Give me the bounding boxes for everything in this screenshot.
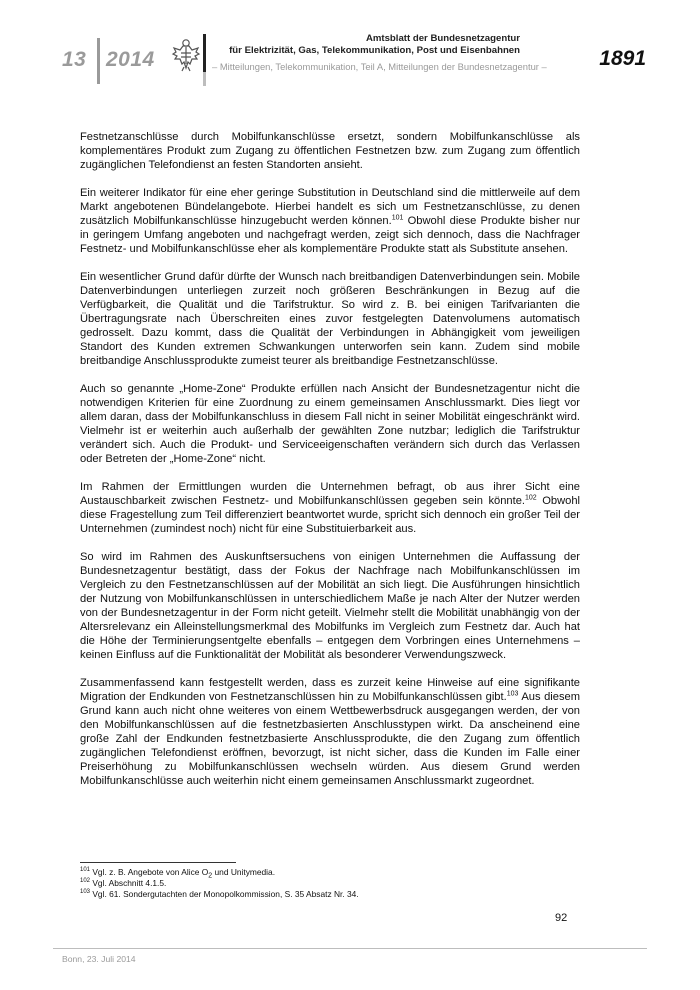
paragraph: Im Rahmen der Ermittlungen wurden die Unternehmen befragt, ob aus ihrer Sicht eine Austauschbarkeit zwischen Festnetz- und Mobilfunkanschlüssen gegeben sein könnte.$^{102}$ Obwohl diese Fragestellung zum Teil differenziert beantwortet wurde, spricht sich dennoch ein großer Teil der Unternehmen (zumindest noch) nicht für eine Substituierbarkeit aus.: [80, 481, 580, 535]
paragraph: Ein weiterer Indikator für eine eher geringe Substitution in Deutschland sind die mittlerweile auf dem Markt angebotenen Bündelangebote. Hierbei handelt es sich um Festnetzanschlüsse, zu denen zusätzlich Mobilfunkanschlüsse hinzugebucht werden können.$^{101}$ Obwohl diese Produkte bisher nur in geringem Umfang angeboten und nachgefragt werden, zeigt sich dennoch, dass die Nachfrager Festnetz- und Mobilfunkanschlüsse eher als komplementäre Produkte statt als Substitute ansehen.: [80, 187, 580, 255]
footnote-reference[interactable]: 103: [506, 690, 519, 698]
footer-separator: [53, 948, 647, 949]
footnote-separator: [80, 862, 236, 863]
footnote: $^{101}$ Vgl. z. B. Angebote von Alice $O_2$ und Unitymedia.: [80, 867, 276, 880]
paragraph: Auch so genannte „Home-Zone“ Produkte erfüllen nach Ansicht der Bundesnetzagentur nicht die notwendigen Kriterien für eine Zuordnung zu einem gemeinsamen Anschlussmarkt. Dies liegt vor allem daran, dass der Mobilfunkanschluss in diesem Fall nicht in seiner Mobilität eingeschränkt wird. Vielmehr ist er weiterhin auch außerhalb der gewählten Zone nutzbar; lediglich die Tarifstruktur verändert sich. Auch die Produkt- und Serviceeigenschaften verändern sich durch das Verlassen oder Betreten der „Home-Zone“ nicht.: [80, 383, 580, 465]
footnote-reference[interactable]: 101: [391, 214, 404, 222]
paragraph: Ein wesentlicher Grund dafür dürfte der Wunsch nach breitbandigen Datenverbindungen sein. Mobile Datenverbindungen unterliegen zurzeit noch größeren Beschränkungen in Bezug auf die Verfügbarkeit, die Qualität und die Tarifstruktur. So wird z. B. bei einigen Tarifvarianten die Übertragungsrate nach Überschreiten eines zuvor festgelegten Datenvolumens automatisch gedrosselt. Dazu kommt, dass die Qualität der Verbindungen in Abhängigkeit vom jeweiligen Standort des Kunden extremen Schwankungen unterworfen sein kann. Zudem sind mobile breitbandige Anschlussprodukte zumeist teurer als breitbandige Festnetzanschlüsse.: [80, 271, 580, 367]
gazette-title: Amtsblatt der Bundesnetzagentur: [365, 33, 520, 44]
header-divider-bar-lower: [203, 72, 206, 86]
gazette-page-number: 1891: [599, 47, 646, 70]
footer-place-date: Bonn, 23. Juli 2014: [62, 954, 136, 964]
footnote: $^{103}$ Vgl. 61. Sondergutachten der Monopolkommission, S. 35 Absatz Nr. 34.: [80, 889, 359, 899]
document-body: [80, 130, 580, 788]
footnotes: [80, 867, 580, 900]
footnote-reference[interactable]: 102: [525, 494, 537, 502]
issue-year: 2014: [106, 48, 155, 71]
gazette-section: – Mitteilungen, Telekommunikation, Teil A, Mitteilungen der Bundesnetzagentur –: [212, 61, 547, 72]
issue-divider: [97, 38, 100, 84]
header-divider-bar: [203, 34, 206, 72]
footnote: $^{102}$ Vgl. Abschnitt 4.1.5.: [80, 878, 167, 888]
gazette-subtitle: für Elektrizität, Gas, Telekommunikation, Post und Eisenbahnen: [229, 45, 520, 56]
paragraph: So wird im Rahmen des Auskunftsersuchens von einigen Unternehmen die Auffassung der Bundesnetzagentur bestätigt, dass der Fokus der Nachfrage nach Mobilfunkanschlüssen im Vergleich zu den Festnetzanschlüssen auf der Mobilität an sich liegt. Die Ausführungen hinsichtlich der Nutzung von Mobilfunkanschlüssen in unterschiedlichem Maße je nach Alter der Nutzer werden von der Bundesnetzagentur in der Form nicht geteilt. Vielmehr stellt die Mobilität unabhängig von der Altersrelevanz ein Alleinstellungsmerkmal des Mobilfunks im Vergleich zum Festnetz dar. Auch hat die Höhe der Terminierungsentgelte ebenfalls – entgegen dem Vorbringen eines Unternehmens – keinen Einfluss auf die Funktionalität der Mobilität als besonderer Verwendungszweck.: [80, 551, 580, 661]
federal-eagle-icon: [171, 34, 201, 72]
paragraph: Festnetzanschlüsse durch Mobilfunkanschlüsse ersetzt, sondern Mobilfunkanschlüsse als komplementäres Produkt zum Zugang zu öffentlichen Festnetzen bzw. zum Zugang zum öffentlich zugänglichen Telefondienst an festen Standorten ansieht.: [80, 131, 580, 171]
document-page-number: 92: [555, 912, 568, 924]
issue-number: 13: [62, 48, 87, 71]
paragraph: Zusammenfassend kann festgestellt werden, dass es zurzeit keine Hinweise auf eine signifikante Migration der Endkunden von Festnetzanschlüssen hin zu Mobilfunkanschlüssen gibt.$^{103}$ Aus diesem Grund kann auch nicht ohne weiteres von einem Wettbewerbsdruck ausgegangen werden, der von den Mobilfunkanschlüssen auf die festnetzbasierten Anschlusstypen wirkt. Da anscheinend eine große Zahl der Endkunden festnetzbasierte Anschlussprodukte, die den Zugang zum öffentlich zugänglichen Telefondienst eröffnen, bevorzugt, ist nicht sicher, dass die Kunden im Falle einer Preiserhöhung zu Mobilfunkanschlüssen wechseln würden. Aus diesem Grund werden Mobilfunkanschlüsse auch weiterhin nicht einem gemeinsamen Anschlussmarkt zugeordnet.: [80, 677, 580, 787]
